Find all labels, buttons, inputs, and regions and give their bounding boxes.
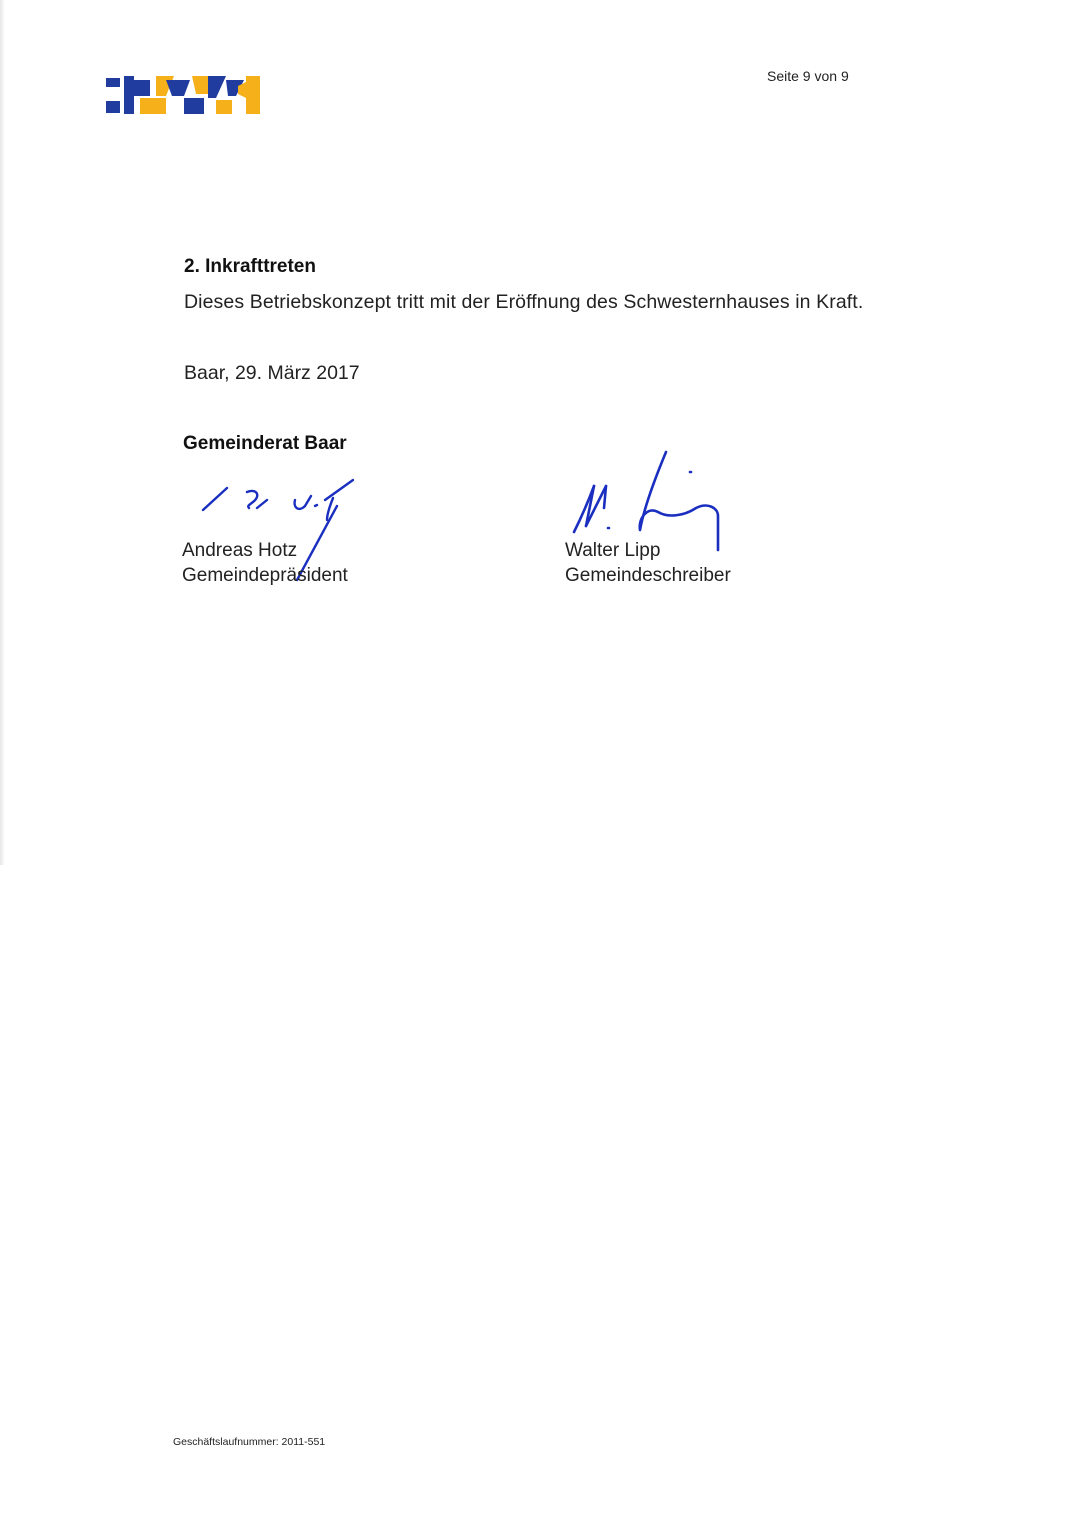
signer-name: Walter Lipp	[565, 540, 661, 561]
scan-edge-shadow	[0, 0, 5, 865]
council-name: Gemeinderat Baar	[183, 433, 347, 454]
signer-hotz	[182, 538, 348, 588]
signer-name: Andreas Hotz	[182, 540, 298, 561]
date-line: Baar, 29. März 2017	[184, 362, 360, 384]
section-title: 2. Inkrafttreten	[184, 256, 316, 277]
footer-reference: Geschäftslaufnummer: 2011-551	[173, 1436, 326, 1448]
signer-role: Gemeindepräsident	[182, 565, 348, 586]
section-text: Dieses Betriebskonzept tritt mit der Eröffnung des Schwesternhauses in Kraft.	[184, 291, 864, 313]
page-number: Seite 9 von 9	[767, 68, 849, 84]
signer-lipp	[565, 538, 731, 588]
signer-role: Gemeindeschreiber	[565, 565, 731, 586]
baar-logo	[104, 74, 262, 116]
